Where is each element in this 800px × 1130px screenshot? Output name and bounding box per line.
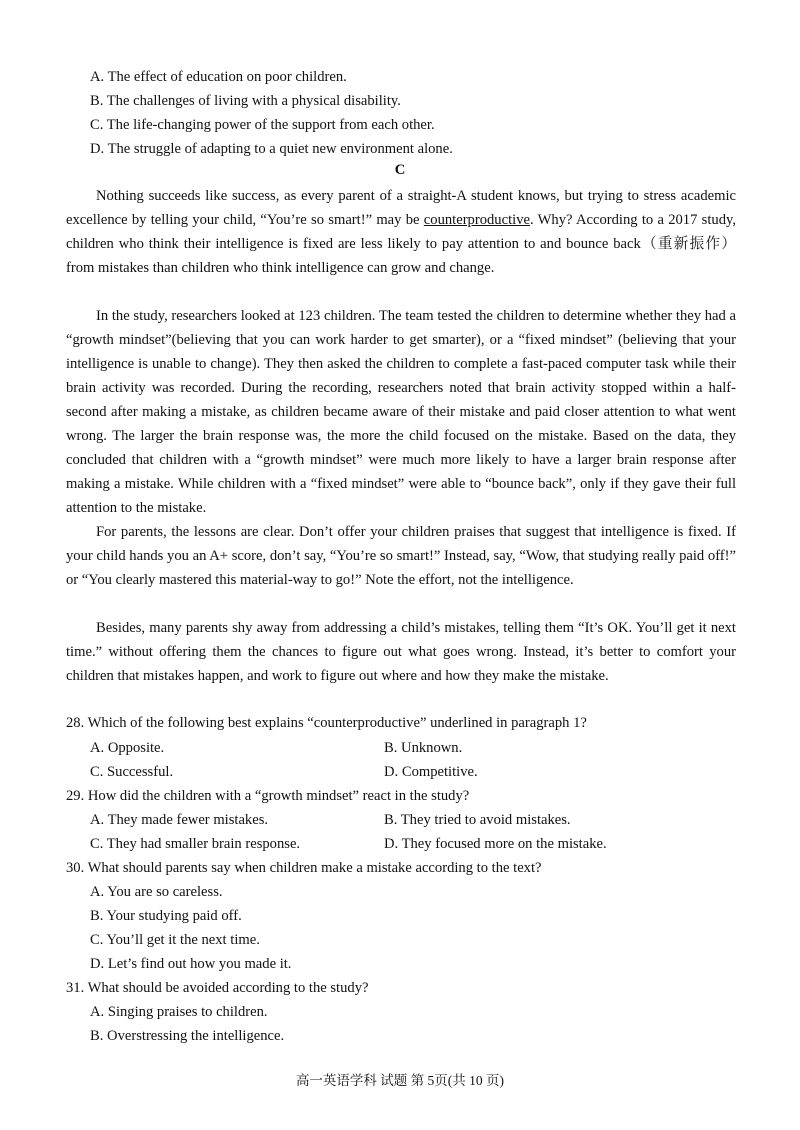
question-29-option-d: D. They focused more on the mistake. <box>384 836 607 852</box>
question-31-option-b: B. Overstressing the intelligence. <box>90 1028 285 1044</box>
passage-paragraph-4: Besides, many parents shy away from addressing a child’s mistakes, telling them “It’s OK. You’ll get it next time.” without offering them the chances to figure out what goes wrong. Instead, it’s better to comfort your children that mistakes happen, and work to figure out where and how they make the mistake. <box>66 620 736 684</box>
question-30-option-c: C. You’ll get it the next time. <box>90 932 260 948</box>
question-30-option-a: A. You are so careless. <box>90 884 223 900</box>
page-footer: 高一英语学科 试题 第 5页(共 10 页) <box>295 1073 505 1088</box>
passage-paragraph-3: For parents, the lessons are clear. Don’t offer your children praises that suggest that intelligence is fixed. If your child hands you an A+ score, don’t say, “You’re so smart!” Instead, say, “Wow, that studying really paid off!” or “You clearly mastered this material-way to go!” Note the effort, not the intelligence. <box>66 524 736 588</box>
prev-option-a: A. The effect of education on poor children. <box>90 69 347 85</box>
underlined-word: counterproductive <box>423 212 530 228</box>
question-28-stem: 28. Which of the following best explains “counterproductive” underlined in paragraph 1? <box>66 715 587 731</box>
question-28-option-d: D. Competitive. <box>384 764 478 780</box>
prev-option-b: B. The challenges of living with a physical disability. <box>90 93 401 109</box>
passage-paragraph-1 <box>66 184 736 280</box>
question-31-option-a: A. Singing praises to children. <box>90 1004 268 1020</box>
section-label: C <box>394 162 406 178</box>
question-28-option-a: A. Opposite. <box>90 740 165 756</box>
question-29-option-c: C. They had smaller brain response. <box>90 836 301 852</box>
question-29-option-b: B. They tried to avoid mistakes. <box>384 812 571 828</box>
question-30-stem: 30. What should parents say when children make a mistake according to the text? <box>66 860 542 876</box>
question-30-option-d: D. Let’s find out how you made it. <box>90 956 292 972</box>
paragraph-1-text-end: . Why? According to a 2017 study, children who think their intelligence is fixed are less likely to pay attention to and bounce back（重新振作）from mistakes than children who think intelligence can grow and change. <box>66 212 736 276</box>
question-31-stem: 31. What should be avoided according to the study? <box>66 980 369 996</box>
prev-option-d: D. The struggle of adapting to a quiet new environment alone. <box>90 141 453 157</box>
question-30-option-b: B. Your studying paid off. <box>90 908 242 924</box>
prev-option-c: C. The life-changing power of the support from each other. <box>90 117 435 133</box>
question-29-option-a: A. They made fewer mistakes. <box>90 812 269 828</box>
passage-paragraph-2: In the study, researchers looked at 123 children. The team tested the children to determine whether they had a “growth mindset”(believing that you can work harder to get smarter), or a “fixed mindset” (believing that your intelligence is unable to change). They then asked the children to complete a fast-paced computer task while their brain activity was recorded. During the recording, researchers noted that brain activity stopped within a half-second after making a mistake, as children became aware of their mistake and paid closer attention to what went wrong. The larger the brain response was, the more the child focused on the mistake. Based on the data, they concluded that children with a “growth mindset” were much more likely to have a larger brain response after making a mistake. While children with a “fixed mindset” were able to “bounce back”, only if they gave their full attention to the mistake. <box>66 308 736 516</box>
question-29-stem: 29. How did the children with a “growth mindset” react in the study? <box>66 788 470 804</box>
question-28-option-c: C. Successful. <box>90 764 174 780</box>
question-28-option-b: B. Unknown. <box>384 740 463 756</box>
paragraph-1-text-start: Nothing succeeds like success, as every parent of a straight-A student knows, but trying to stress academic excellence by telling your child, “You’re so smart!” may be <box>66 188 736 228</box>
